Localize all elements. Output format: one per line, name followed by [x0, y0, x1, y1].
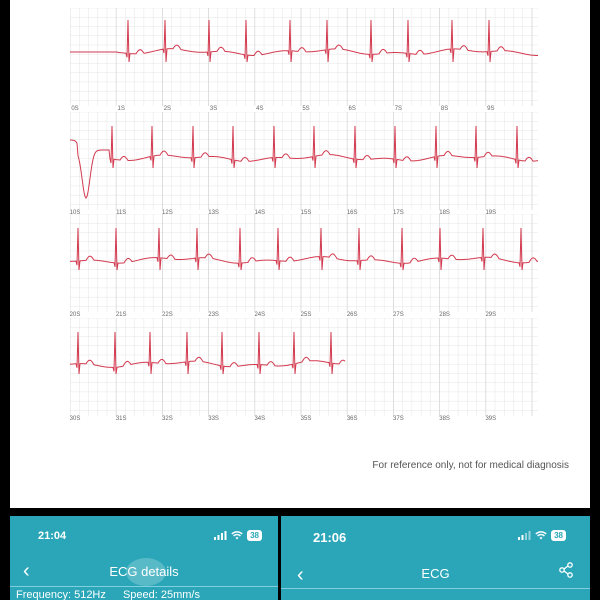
back-chevron-icon[interactable]: ‹	[23, 560, 30, 582]
wifi-icon	[535, 531, 547, 540]
time-tick-label: 16S	[346, 210, 358, 216]
time-tick-label: 4S	[256, 106, 264, 112]
time-tick-label: 28S	[439, 312, 450, 318]
signal-icon	[214, 531, 227, 540]
ecg-trace	[70, 126, 538, 198]
time-tick-label: 23S	[208, 312, 219, 318]
time-tick-label: 20S	[69, 312, 81, 318]
signal-icon	[518, 531, 531, 540]
time-tick-label: 37S	[393, 416, 404, 422]
time-tick-label: 31S	[115, 416, 127, 422]
time-tick-label: 30S	[69, 416, 81, 422]
ecg-trace	[70, 332, 345, 374]
ecg-strip-svg	[70, 214, 538, 312]
ecg-strip-svg	[70, 112, 538, 210]
battery-icon: 38	[551, 530, 566, 541]
status-bar	[281, 516, 590, 556]
ecg-strip-1	[70, 8, 538, 112]
time-tick-label: 19S	[485, 210, 497, 216]
ecg-strip-3	[69, 214, 538, 318]
status-time: 21:06	[313, 530, 347, 545]
ecg-strip-2	[69, 112, 538, 216]
ecg-details-row	[10, 586, 278, 600]
time-tick-label: 11S	[116, 210, 127, 216]
time-tick-label: 2S	[163, 106, 172, 112]
time-tick-label: 29S	[485, 312, 497, 318]
time-tick-label: 15S	[300, 210, 312, 216]
time-tick-label: 24S	[254, 312, 266, 318]
time-tick-label: 36S	[346, 416, 358, 422]
time-tick-label: 26S	[346, 312, 358, 318]
status-bar	[10, 516, 278, 556]
ecg-strip-svg	[70, 318, 538, 416]
time-tick-label: 1S	[117, 106, 125, 112]
share-icon[interactable]	[558, 562, 574, 578]
time-tick-label: 9S	[487, 106, 495, 112]
time-tick-label: 27S	[393, 312, 404, 318]
time-tick-label: 33S	[208, 416, 219, 422]
time-tick-label: 12S	[162, 210, 173, 216]
ecg-report-card	[10, 0, 590, 508]
status-icons	[518, 530, 566, 541]
time-tick-label: 14S	[254, 210, 266, 216]
time-tick-label: 17S	[393, 210, 404, 216]
disclaimer-text: For reference only, not for medical diagnosis	[372, 460, 569, 471]
page-title: ECG	[421, 566, 450, 581]
time-tick-label: 0S	[71, 106, 79, 112]
content-divider	[281, 588, 590, 600]
frequency-label: Frequency: 512Hz	[16, 589, 106, 600]
time-tick-label: 8S	[440, 106, 449, 112]
time-tick-label: 25S	[300, 312, 312, 318]
time-tick-label: 34S	[254, 416, 266, 422]
status-time: 21:04	[38, 530, 67, 542]
time-tick-label: 3S	[209, 106, 218, 112]
time-tick-label: 6S	[348, 106, 356, 112]
time-tick-label: 32S	[162, 416, 173, 422]
ecg-trace	[70, 228, 538, 270]
time-tick-label: 38S	[439, 416, 450, 422]
ecg-strip-4	[69, 318, 538, 422]
ecg-strip-svg	[70, 8, 538, 106]
nav-bar	[10, 554, 278, 584]
phone-ecg	[281, 516, 590, 600]
time-tick-label: 39S	[485, 416, 497, 422]
status-icons	[214, 530, 262, 541]
page-title: ECG details	[109, 564, 179, 579]
back-chevron-icon[interactable]: ‹	[297, 564, 304, 586]
time-tick-label: 7S	[394, 106, 403, 112]
wifi-icon	[231, 531, 243, 540]
phone-ecg-details	[10, 516, 278, 600]
time-tick-label: 13S	[208, 210, 219, 216]
time-tick-label: 18S	[439, 210, 450, 216]
speed-label: Speed: 25mm/s	[122, 589, 200, 600]
time-tick-label: 10S	[69, 210, 81, 216]
nav-bar	[281, 554, 590, 584]
time-tick-label: 22S	[162, 312, 173, 318]
battery-icon: 38	[247, 530, 262, 541]
time-tick-label: 35S	[300, 416, 312, 422]
time-tick-label: 21S	[115, 312, 127, 318]
time-tick-label: 5S	[302, 106, 310, 112]
